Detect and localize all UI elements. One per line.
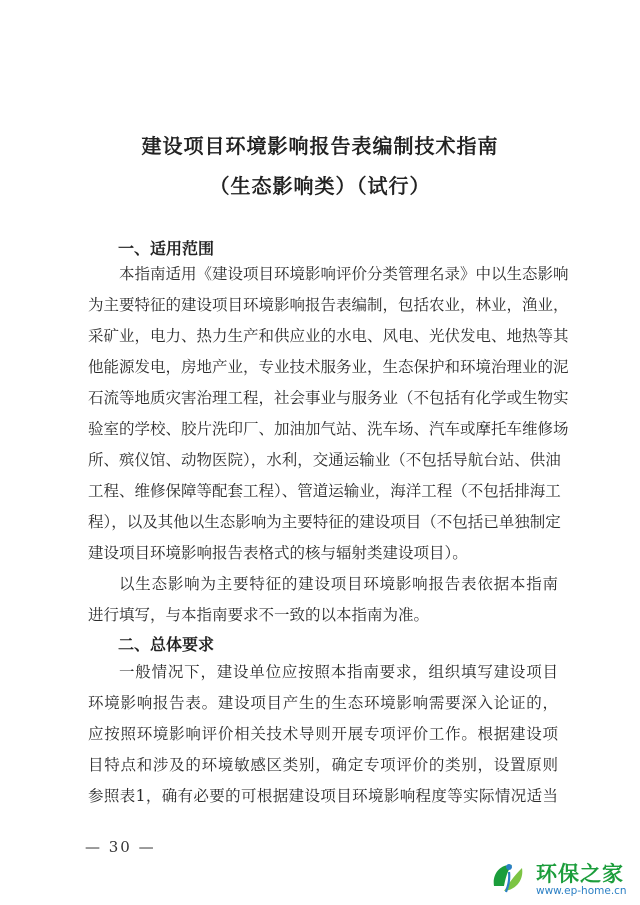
paragraph-line: 本指南适用《建设项目环境影响评价分类管理名录》中以生态影响: [119, 265, 569, 283]
paragraph-line: 以生态影响为主要特征的建设项目环境影响报告表依据本指南: [119, 575, 558, 593]
paragraph-line: 参照表1，确有必要的可根据建设项目环境影响程度等实际情况适当: [88, 787, 558, 805]
paragraph-line: 建设项目环境影响报告表格式的核与辐射类建设项目）。: [88, 544, 468, 562]
section-heading-scope: 一、适用范围: [118, 239, 215, 258]
paragraph-line: 环境影响报告表。建设项目产生的生态环境影响需要深入论证的，: [88, 694, 558, 712]
section-heading-requirements: 二、总体要求: [118, 635, 215, 654]
paragraph-line: 石流等地质灾害治理工程，社会事业与服务业（不包括有化学或生物实: [88, 389, 569, 407]
paragraph-line: 应按照环境影响评价相关技术导则开展专项评价工作。根据建设项: [88, 725, 558, 743]
paragraph-line: 采矿业，电力、热力生产和供应业的水电、风电、光伏发电、地热等其: [88, 327, 569, 345]
document-title: 建设项目环境影响报告表编制技术指南: [141, 134, 499, 158]
paragraph-line: 验室的学校、胶片洗印厂、加油加气站、洗车场、汽车或摩托车维修场: [88, 420, 569, 438]
paragraph-line: 程），以及其他以生态影响为主要特征的建设项目（不包括已单独制定: [88, 513, 561, 531]
watermark-name: 环保之家: [536, 862, 624, 886]
paragraph-line: 一般情况下，建设单位应按照本指南要求，组织填写建设项目: [119, 663, 558, 681]
paragraph-line: 工程、维修保障等配套工程）、管道运输业，海洋工程（不包括排海工: [88, 482, 561, 500]
leaf-person-icon: [486, 856, 530, 900]
page-number: — 30 —: [85, 838, 156, 856]
paragraph-line: 为主要特征的建设项目环境影响报告表编制，包括农业，林业，渔业，: [88, 296, 569, 314]
paragraph-line: 目特点和涉及的环境敏感区类别，确定专项评价的类别，设置原则: [88, 756, 558, 774]
watermark-url: www.ep-home.cn: [536, 885, 627, 897]
watermark-logo: [486, 856, 636, 900]
paragraph-line: 他能源发电，房地产业，专业技术服务业，生态保护和环境治理业的泥: [88, 358, 569, 376]
document-subtitle: （生态影响类）（试行）: [209, 174, 431, 198]
paragraph-line: 进行填写，与本指南要求不一致的以本指南为准。: [88, 606, 430, 624]
paragraph-line: 所、殡仪馆、动物医院），水利，交通运输业（不包括导航台站、供油: [88, 451, 561, 469]
